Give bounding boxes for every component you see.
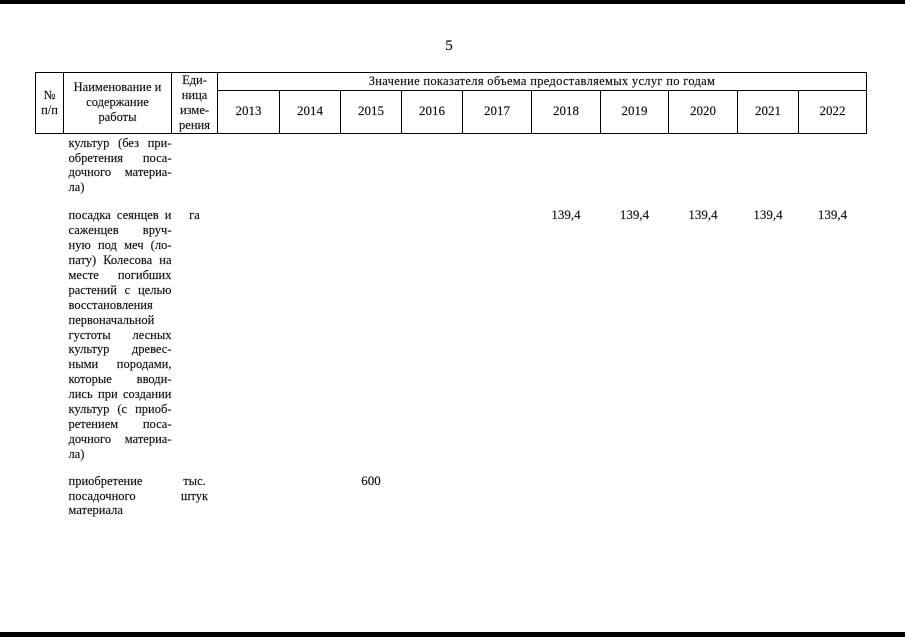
work-name-line: дочного материа- [68, 165, 172, 180]
value-cell-2021 [738, 462, 799, 519]
work-name-line: посадка сеянцев и [68, 208, 172, 223]
value-cell-2015 [341, 133, 402, 195]
work-name-line: ретением поса- [68, 416, 172, 431]
row-number-cell [36, 195, 64, 461]
header-year-2013: 2013 [218, 91, 280, 133]
unit-cell [172, 195, 218, 461]
header-work-name: Наименование и содержание работы [64, 73, 172, 134]
work-name-line: саженцев вруч- [68, 223, 172, 238]
header-year-2021: 2021 [738, 91, 799, 133]
value-cell-2018 [532, 133, 601, 195]
value-cell-2014 [280, 133, 341, 195]
work-name-line: пату) Колесова на [68, 252, 172, 267]
table-header [36, 73, 867, 134]
work-name-line: ла) [68, 446, 85, 461]
header-row-group [36, 73, 867, 91]
unit-line: штук [180, 488, 209, 503]
value-cell-2022: 139,4 [817, 207, 848, 223]
work-name-line: лись при создании [68, 387, 172, 402]
value-cell-2019 [601, 133, 669, 195]
work-name-cell [64, 462, 172, 519]
value-cell-2015 [341, 195, 402, 461]
value-cell-2017 [463, 133, 532, 195]
work-name-line: дочного материа- [68, 431, 172, 446]
unit-line: тыс. [183, 473, 206, 488]
row-number-cell [36, 462, 64, 519]
work-name-line: культур древес- [68, 342, 172, 357]
table-row [36, 195, 867, 461]
work-name-cell [64, 195, 172, 461]
work-name-line: ными породами, [68, 357, 172, 372]
value-cell-2017 [463, 462, 532, 519]
value-cell-2014 [280, 462, 341, 519]
value-cell-2022 [799, 462, 867, 519]
work-name-line: культур (с приоб- [68, 402, 172, 417]
header-year-2022: 2022 [799, 91, 867, 133]
work-name-line: восстановления [68, 297, 153, 312]
value-cell-2013 [218, 462, 280, 519]
work-name-cell [64, 133, 172, 195]
value-cell-2018 [532, 462, 601, 519]
table-row [36, 462, 867, 519]
value-cell-2021: 139,4 [753, 207, 783, 223]
table-body [36, 133, 867, 518]
work-name-line: обретения поса- [68, 150, 172, 165]
work-name-line: приобретение [68, 473, 143, 488]
value-cell-2014 [280, 195, 341, 461]
value-cell-2020 [669, 133, 738, 195]
page-number: 5 [445, 38, 453, 54]
row-number-cell [36, 133, 64, 195]
work-name-line: густоты лесных [68, 327, 172, 342]
work-name-line: ла) [68, 180, 85, 195]
services-volume-table [35, 72, 867, 518]
value-cell-2017 [463, 195, 532, 461]
value-cell-2016 [402, 133, 463, 195]
work-name-line: месте погибших [68, 267, 172, 282]
header-year-2014: 2014 [280, 91, 341, 133]
value-cell-2018: 139,4 [551, 207, 581, 223]
unit-cell [172, 133, 218, 195]
header-year-2017: 2017 [463, 91, 532, 133]
header-unit: Еди- ница изме- рения [172, 73, 218, 134]
header-number: № п/п [36, 73, 64, 134]
work-name-line: посадочного [68, 488, 136, 503]
value-cell-2016 [402, 462, 463, 519]
work-name-line: материала [68, 503, 123, 518]
value-cell-2020: 139,4 [688, 207, 718, 223]
work-name-line: которые вводи- [68, 372, 172, 387]
header-year-2016: 2016 [402, 91, 463, 133]
header-values-by-year: Значение показателя объема предоставляемых услуг по годам [218, 73, 867, 91]
unit-cell [172, 462, 218, 519]
value-cell-2022 [799, 133, 867, 195]
header-year-2018: 2018 [532, 91, 601, 133]
header-year-2019: 2019 [601, 91, 669, 133]
work-name-line: ную под меч (ло- [68, 238, 172, 253]
unit-line: га [189, 208, 200, 223]
header-year-2020: 2020 [669, 91, 738, 133]
value-cell-2021 [738, 133, 799, 195]
work-name-line: растений с целью [68, 282, 172, 297]
value-cell-2015: 600 [361, 472, 381, 488]
top-border-rule [0, 0, 905, 4]
value-cell-2016 [402, 195, 463, 461]
value-cell-2020 [669, 462, 738, 519]
value-cell-2019: 139,4 [619, 207, 650, 223]
header-year-2015: 2015 [341, 91, 402, 133]
value-cell-2013 [218, 195, 280, 461]
work-name-line: первоначальной [68, 312, 155, 327]
bottom-border-rule [0, 632, 905, 637]
table-row [36, 133, 867, 195]
work-name-line: культур (без при- [68, 135, 172, 150]
value-cell-2019 [601, 462, 669, 519]
value-cell-2013 [218, 133, 280, 195]
